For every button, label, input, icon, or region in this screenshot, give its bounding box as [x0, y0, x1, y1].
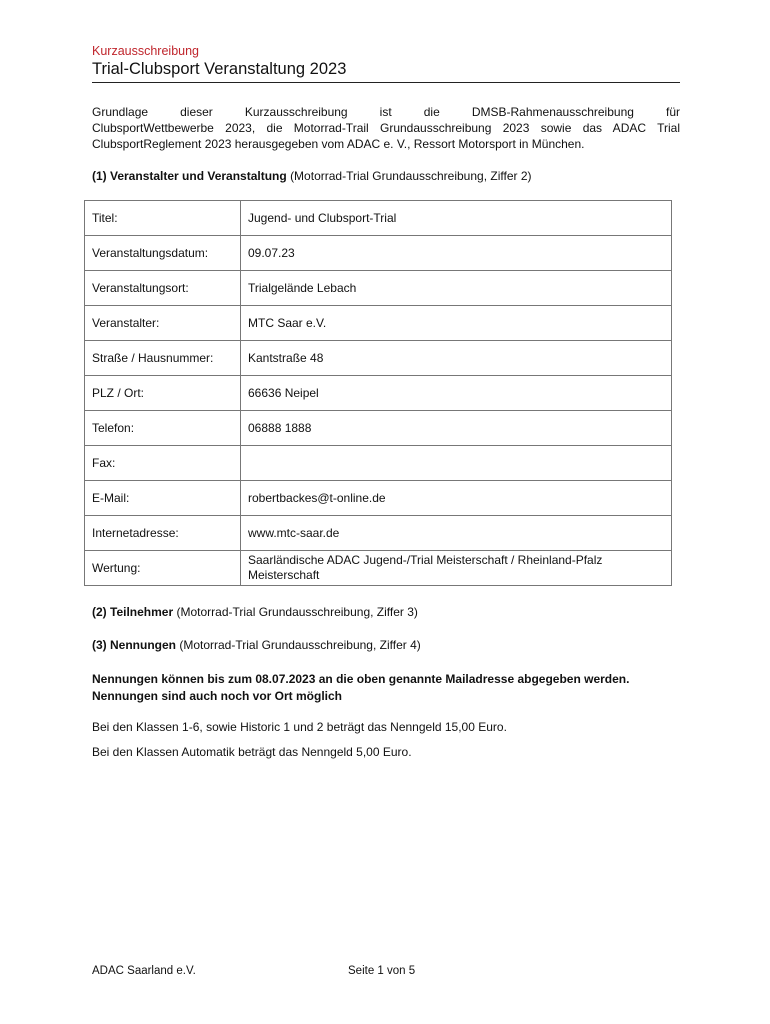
row-value: Kantstraße 48 [241, 341, 672, 376]
page-title: Trial-Clubsport Veranstaltung 2023 [92, 60, 347, 78]
table-row [85, 201, 672, 236]
section-3-heading [92, 638, 421, 652]
row-value [241, 446, 672, 481]
row-label: Titel: [85, 201, 241, 236]
row-label: Straße / Hausnummer: [85, 341, 241, 376]
title-divider [92, 82, 680, 83]
intro-paragraph [92, 104, 680, 153]
notice-line: Nennungen können bis zum 08.07.2023 an die oben genannte Mailadresse abgegeben werden. [92, 672, 630, 686]
table-row [85, 341, 672, 376]
section-1-title: (1) Veranstalter und Veranstaltung [92, 169, 287, 183]
row-label: Veranstalter: [85, 306, 241, 341]
table-row [85, 376, 672, 411]
row-label: Wertung: [85, 551, 241, 586]
table-row [85, 516, 672, 551]
row-value: Saarländische ADAC Jugend-/Trial Meisterschaft / Rheinland-Pfalz Meisterschaft [241, 551, 672, 586]
notice-line: Nennungen sind auch noch vor Ort möglich [92, 688, 343, 703]
fee-line: Bei den Klassen 1-6, sowie Historic 1 und 2 beträgt das Nenngeld 15,00 Euro. [92, 720, 507, 734]
section-1-heading [92, 169, 532, 183]
document-kicker: Kurzausschreibung [92, 44, 200, 58]
intro-line: ClubsportReglement 2023 herausgegeben vom ADAC e. V., Ressort Motorsport in München. [92, 137, 585, 152]
row-label: Telefon: [85, 411, 241, 446]
row-value: Jugend- und Clubsport-Trial [241, 201, 672, 236]
registration-notice [92, 671, 629, 704]
section-2-note: (Motorrad-Trial Grundausschreibung, Ziffer 3) [176, 605, 418, 619]
row-value: 66636 Neipel [241, 376, 672, 411]
row-label: Veranstaltungsort: [85, 271, 241, 306]
intro-line: ClubsportWettbewerbe 2023, die Motorrad-Trail Grundausschreibung 2023 sowie das ADAC Trial [92, 121, 680, 136]
row-value: www.mtc-saar.de [241, 516, 672, 551]
table-row [85, 271, 672, 306]
fee-line: Bei den Klassen Automatik beträgt das Nenngeld 5,00 Euro. [92, 745, 412, 759]
event-info-table [84, 200, 672, 586]
row-value: MTC Saar e.V. [241, 306, 672, 341]
table-row [85, 551, 672, 586]
page-number: Seite 1 von 5 [348, 965, 416, 977]
section-2-heading [92, 605, 418, 619]
footer-organization: ADAC Saarland e.V. [92, 965, 196, 977]
row-label: Fax: [85, 446, 241, 481]
intro-line: Grundlage dieser Kurzausschreibung ist die DMSB-Rahmenausschreibung für [92, 105, 680, 119]
section-3-note: (Motorrad-Trial Grundausschreibung, Ziffer 4) [179, 638, 421, 652]
row-label: Internetadresse: [85, 516, 241, 551]
table-row [85, 306, 672, 341]
row-value: robertbackes@t-online.de [241, 481, 672, 516]
table-row [85, 446, 672, 481]
table-row [85, 236, 672, 271]
section-2-title: (2) Teilnehmer [92, 605, 174, 619]
section-3-title: (3) Nennungen [92, 638, 176, 652]
row-value: 06888 1888 [241, 411, 672, 446]
row-label: PLZ / Ort: [85, 376, 241, 411]
row-label: E-Mail: [85, 481, 241, 516]
table-row [85, 481, 672, 516]
row-value: 09.07.23 [241, 236, 672, 271]
row-value: Trialgelände Lebach [241, 271, 672, 306]
table-row [85, 411, 672, 446]
row-label: Veranstaltungsdatum: [85, 236, 241, 271]
section-1-note: (Motorrad-Trial Grundausschreibung, Ziffer 2) [290, 169, 532, 183]
